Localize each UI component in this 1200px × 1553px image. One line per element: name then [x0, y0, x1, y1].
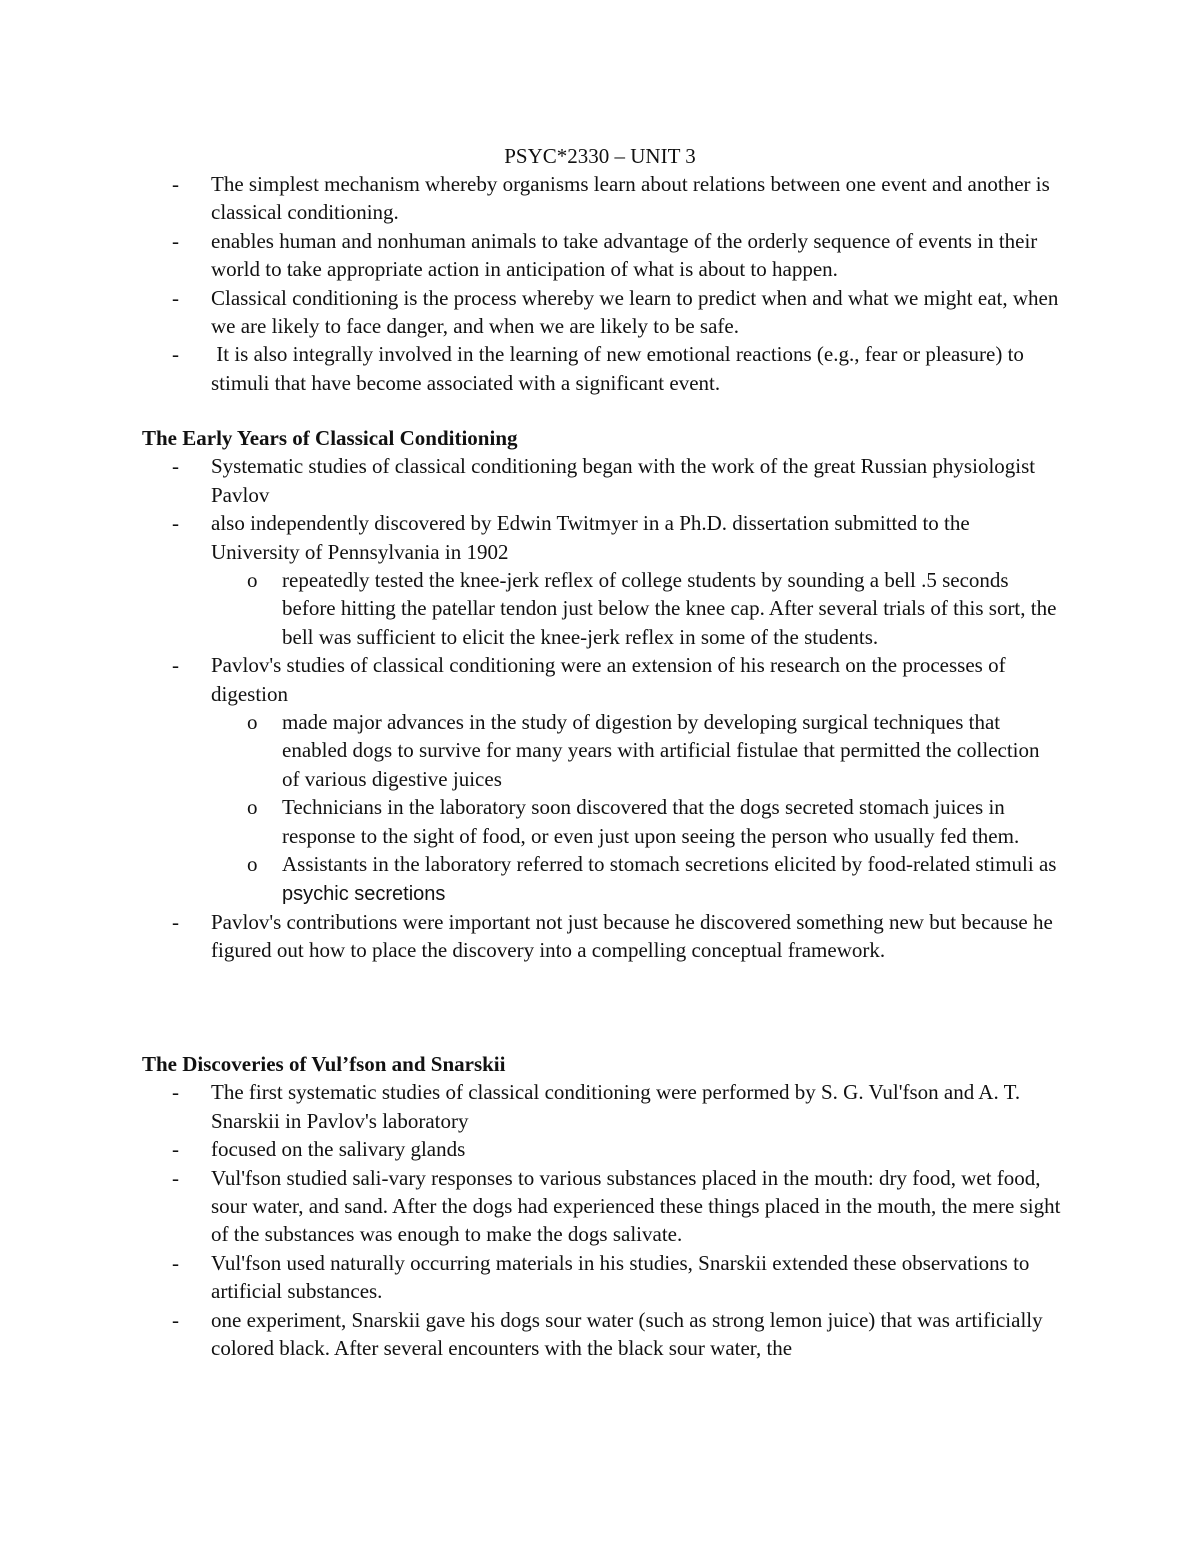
section-heading: The Early Years of Classical Conditioning [142, 426, 518, 450]
sub-item-text: Technicians in the laboratory soon discovered that the dogs secreted stomach juices in response to the sight of food, or even just upon seeing the person who usually fed them. [282, 795, 1020, 848]
dash-bullet: - [172, 1307, 179, 1332]
list-item-text: Pavlov's contributions were important not just because he discovered something new but because he figured out how to place the discovery into a compelling conceptual framework. [211, 909, 1053, 963]
dash-bullet: - [172, 342, 179, 367]
sub-item-text: made major advances in the study of digestion by developing surgical techniques that enabled dogs to survive for many years with artificial fistulae that permitted the collection of various digestive juices [282, 710, 1040, 791]
dash-bullet: - [172, 653, 179, 678]
list-item [0, 908, 1061, 965]
list-item [0, 1164, 1061, 1249]
list-item [0, 1078, 1061, 1135]
list-item-text: enables human and nonhuman animals to take advantage of the orderly sequence of events in their world to take appropriate action in anticipation of what is about to happen. [211, 228, 1038, 282]
sub-list-item [0, 566, 1062, 651]
sub-item-text: repeatedly tested the knee-jerk reflex of college students by sounding a bell .5 seconds before hitting the patellar tendon just below the knee cap. After several trials of this sort, the bell was sufficient to elicit the knee-jerk reflex in some of the students. [282, 568, 1057, 649]
dash-bullet: - [172, 228, 179, 253]
section-early-years [0, 424, 1200, 965]
section-vulfson-snarskii [0, 1050, 1200, 1362]
list-item-text: one experiment, Snarskii gave his dogs sour water (such as strong lemon juice) that was artificially colored black. After several encounters with the black sour water, the [211, 1307, 1043, 1361]
circle-bullet: o [247, 710, 258, 735]
list-item [0, 340, 1061, 397]
list-item-text: The first systematic studies of classical conditioning were performed by S. G. Vul'fson and A. T. Snarskii in Pavlov's laboratory [211, 1080, 1021, 1133]
circle-bullet: o [247, 852, 258, 877]
list-item-text: Systematic studies of classical conditioning began with the work of the great Russian physiologist Pavlov [211, 454, 1036, 507]
list-item [0, 1249, 1061, 1306]
dash-bullet: - [172, 909, 179, 934]
list-item [0, 170, 1061, 227]
intro-list [0, 170, 1200, 397]
dash-bullet: - [172, 454, 179, 479]
list-item-text: focused on the salivary glands [211, 1137, 466, 1162]
term-psychic-secretions: psychic secretions [282, 882, 446, 905]
dash-bullet: - [172, 172, 179, 196]
dash-bullet: - [172, 1250, 179, 1275]
dash-bullet: - [172, 285, 179, 310]
list-item-text: Vul'fson used naturally occurring materials in his studies, Snarskii extended these observations to artificial substances. [211, 1250, 1030, 1304]
dash-bullet: - [172, 1137, 179, 1162]
sub-item-text: Assistants in the laboratory referred to stomach secretions elicited by food-related stimuli as [282, 852, 1057, 877]
list-item [0, 651, 1061, 708]
sub-list-item [0, 708, 1062, 793]
list-item-text: also independently discovered by Edwin Twitmyer in a Ph.D. dissertation submitted to the University of Pennsylvania in 1902 [211, 511, 970, 564]
list-item-text: Vul'fson studied sali-vary responses to various substances placed in the mouth: dry food, wet food, sour water, and sand. After the dogs had experienced these things placed in the mouth, the mere sight of the substances was enough to make the dogs salivate. [211, 1165, 1061, 1247]
circle-bullet: o [247, 795, 258, 820]
sub-list-item [0, 850, 1062, 908]
list-item [0, 1135, 1061, 1163]
list-item [0, 284, 1061, 341]
circle-bullet: o [247, 568, 258, 593]
list-item [0, 1306, 1061, 1363]
section-heading: The Discoveries of Vul’fson and Snarskii [142, 1052, 506, 1076]
page-title: PSYC*2330 – UNIT 3 [504, 144, 696, 168]
list-item [0, 227, 1061, 284]
dash-bullet: - [172, 511, 179, 536]
list-item-text: Classical conditioning is the process whereby we learn to predict when and what we might eat, when we are likely to face danger, and when we are likely to be safe. [211, 285, 1059, 339]
list-item-text: It is also integrally involved in the learning of new emotional reactions (e.g., fear or pleasure) to stimuli that have become associated with a significant event. [211, 342, 1030, 395]
sub-list-item [0, 793, 1062, 850]
list-item-text: Pavlov's studies of classical conditioning were an extension of his research on the processes of digestion [211, 653, 1006, 706]
dash-bullet: - [172, 1080, 179, 1105]
list-item [0, 452, 1061, 509]
list-item [0, 509, 1061, 566]
dash-bullet: - [172, 1165, 179, 1190]
list-item-text: The simplest mechanism whereby organisms learn about relations between one event and another is classical conditioning. [211, 172, 1050, 225]
